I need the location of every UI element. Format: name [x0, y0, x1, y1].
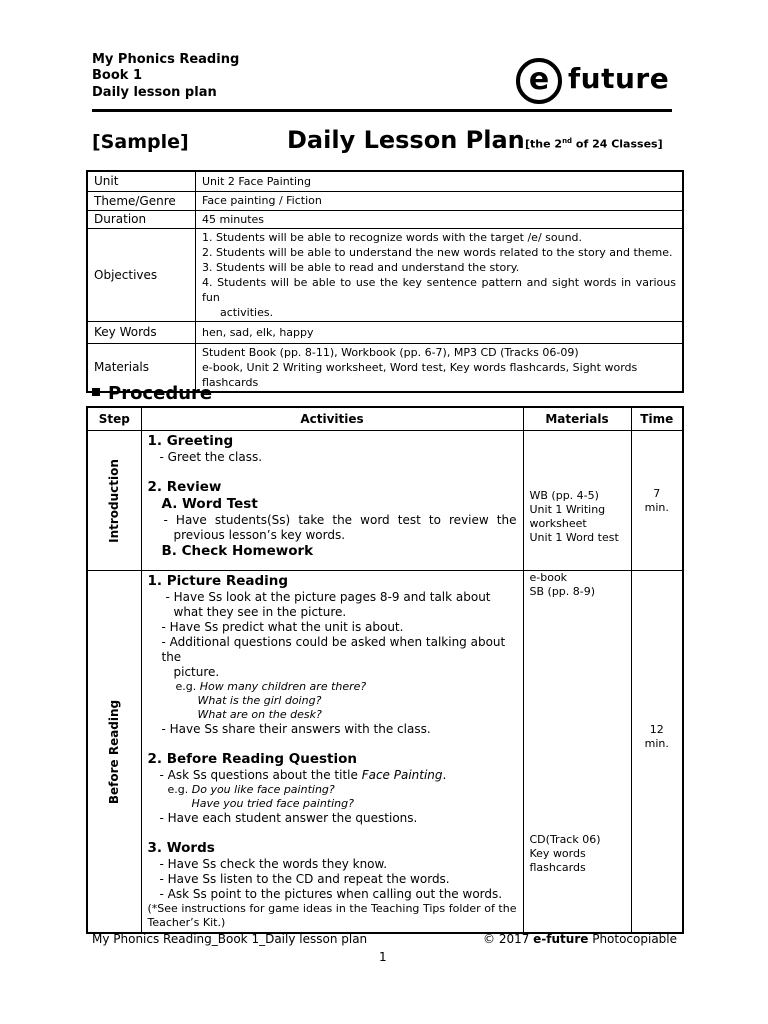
col-time: Time	[631, 407, 683, 431]
example-line: What is the girl doing?	[197, 694, 322, 707]
step-label: Introduction	[107, 458, 122, 543]
objective-item: 3. Students will be able to read and understand the story.	[202, 260, 520, 274]
theme-value: Face painting / Fiction	[196, 191, 684, 210]
material-item: CD(Track 06)	[529, 833, 601, 846]
objectives-list	[196, 228, 684, 321]
activity-line: what they see in the picture.	[173, 605, 347, 619]
activity-line: - Have Ss share their answers with the class.	[161, 722, 431, 736]
example-line: Have you tried face painting?	[191, 797, 354, 810]
unit-label: Unit	[87, 171, 196, 191]
activity-line: - Greet the class.	[159, 450, 263, 464]
procedure-heading: Procedure	[92, 383, 212, 404]
doc-book: Book 1	[92, 68, 142, 83]
theme-label: Theme/Genre	[87, 191, 196, 210]
objective-item: 1. Students will be able to recognize words with the target /e/ sound.	[202, 230, 583, 244]
example-line: e.g. How many children are there?	[175, 680, 367, 693]
activity-heading: 2. Before Reading Question	[147, 751, 358, 767]
time-unit: min.	[644, 737, 669, 750]
activities-cell	[141, 431, 523, 571]
step-cell	[87, 431, 141, 571]
step-cell	[87, 571, 141, 934]
time-cell	[631, 431, 683, 571]
materials-cell	[523, 571, 631, 934]
logo-wordmark: future	[568, 62, 670, 95]
header-rule	[92, 109, 672, 112]
col-step: Step	[87, 407, 141, 431]
activity-line: previous lesson’s key words.	[173, 528, 346, 542]
step-row-before-reading	[87, 571, 683, 934]
material-item: Key words	[529, 847, 586, 860]
example-line: What are on the desk?	[197, 708, 322, 721]
logo-e-mark: e	[516, 58, 562, 104]
class-count: [the 2nd of 24 Classes]	[525, 137, 663, 151]
material-item: flashcards	[529, 861, 586, 874]
activity-heading: 1. Greeting	[147, 433, 234, 449]
doc-type: Daily lesson plan	[92, 85, 217, 100]
procedure-table	[86, 406, 684, 934]
material-item: worksheet	[529, 517, 587, 530]
activity-line: picture.	[173, 665, 220, 679]
activity-line: - Have each student answer the questions.	[159, 811, 418, 825]
activity-line: - Have Ss check the words they know.	[159, 857, 388, 871]
square-bullet-icon	[92, 388, 100, 396]
material-item: SB (pp. 8-9)	[529, 585, 596, 598]
step-label: Before Reading	[107, 699, 122, 804]
material-item: Unit 1 Word test	[529, 531, 619, 544]
objective-item: 2. Students will be able to understand the new words related to the story and theme.	[202, 245, 673, 259]
time-unit: min.	[644, 501, 669, 514]
objective-item-cont: activities.	[220, 305, 274, 319]
activity-line: - Have students(Ss) take the word test to review the	[163, 513, 517, 527]
col-activities: Activities	[141, 407, 523, 431]
activity-note: (*See instructions for game ideas in the Teaching Tips folder of the Teacher’s Kit.)	[147, 902, 517, 929]
activity-line: - Have Ss listen to the CD and repeat the words.	[159, 872, 450, 886]
activity-heading: 2. Review	[147, 479, 222, 495]
activity-line: - Ask Ss point to the pictures when calling out the words.	[159, 887, 503, 901]
activity-heading: 1. Picture Reading	[147, 573, 289, 589]
materials-label: Materials	[87, 343, 196, 392]
activity-subheading: B. Check Homework	[161, 543, 314, 559]
objective-item: 4. Students will be able to use the key sentence pattern and sight words in various fun	[202, 275, 676, 304]
material-item: WB (pp. 4-5)	[529, 489, 599, 502]
objectives-label: Objectives	[87, 228, 196, 321]
duration-label: Duration	[87, 210, 196, 228]
page-number: 1	[379, 950, 387, 964]
unit-value: Unit 2 Face Painting	[196, 171, 684, 191]
activity-line: - Have Ss predict what the unit is about.	[161, 620, 404, 634]
activity-heading: 3. Words	[147, 840, 215, 856]
activity-line: - Ask Ss questions about the title Face Painting.	[159, 768, 447, 782]
materials-line: e-book, Unit 2 Writing worksheet, Word test, Key words flashcards, Sight words flashcards	[202, 360, 638, 389]
footer-copyright: © 2017 e-future Photocopiable	[483, 932, 678, 946]
activities-cell	[141, 571, 523, 934]
duration-value: 45 minutes	[196, 210, 684, 228]
time-value: 12	[649, 723, 664, 736]
material-item: Unit 1 Writing	[529, 503, 606, 516]
time-cell	[631, 571, 683, 934]
materials-cell	[523, 431, 631, 571]
sample-label: [Sample]	[92, 131, 189, 153]
keywords-label: Key Words	[87, 321, 196, 343]
activity-subheading: A. Word Test	[161, 496, 258, 512]
keywords-value: hen, sad, elk, happy	[196, 321, 684, 343]
activity-line: - Additional questions could be asked when talking about the	[161, 635, 506, 664]
material-item: e-book	[529, 571, 568, 584]
lesson-info-table	[86, 170, 684, 393]
doc-series-title: My Phonics Reading	[92, 52, 240, 67]
page-title: Daily Lesson Plan	[287, 126, 525, 154]
materials-value	[196, 343, 684, 392]
col-materials: Materials	[523, 407, 631, 431]
time-value: 7	[653, 487, 661, 500]
efuture-logo	[516, 58, 670, 104]
activity-line: - Have Ss look at the picture pages 8-9 and talk about	[165, 590, 491, 604]
step-row-introduction	[87, 431, 683, 571]
footer-doc-name: My Phonics Reading_Book 1_Daily lesson plan	[92, 932, 368, 946]
example-line: e.g. Do you like face painting?	[167, 783, 335, 796]
materials-line: Student Book (pp. 8-11), Workbook (pp. 6-7), MP3 CD (Tracks 06-09)	[202, 345, 579, 359]
